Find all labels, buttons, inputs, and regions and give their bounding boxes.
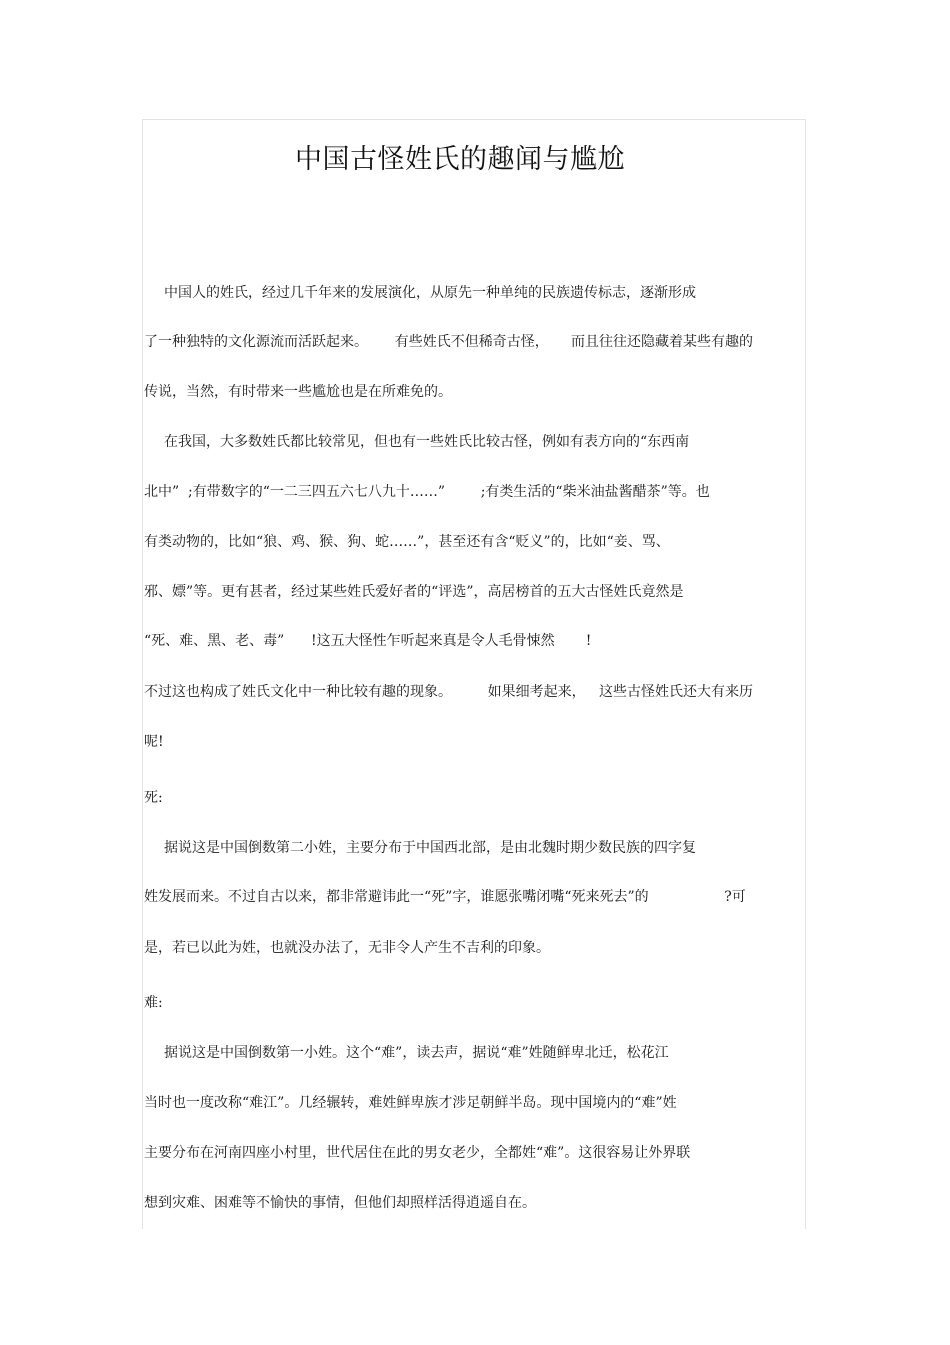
section-heading: 死: [144,790,163,806]
paragraph-line: “死、难、黑、老、毒” !这五大怪性乍听起来真是令人毛骨悚然 ! [144,633,592,649]
paragraph-line: 传说，当然，有时带来一些尴尬也是在所难免的。 [144,384,452,400]
paragraph-line: 姓发展而来。不过自古以来，都非常避讳此一“死”字，谁愿张嘴闭嘴“死来死去”的 ?可 [144,889,746,905]
paragraph-line: 主要分布在河南四座小村里，世代居住在此的男女老少，全都姓“难”。这很容易让外界联 [144,1145,691,1161]
paragraph-line: 北中” ;有带数字的“一二三四五六七八九十……” ;有类生活的“柴米油盐酱醋茶”等。也 [144,484,710,500]
paragraph-line: 据说这是中国倒数第一小姓。这个“难”，读去声，据说“难”姓随鲜卑北迁，松花江 [164,1045,669,1061]
paragraph-line: 不过这也构成了姓氏文化中一种比较有趣的现象。 如果细考起来， 这些古怪姓氏还大有来历 [144,684,753,700]
document-title: 中国古怪姓氏的趣闻与尴尬 [295,144,625,175]
paragraph-line: 中国人的姓氏，经过几千年来的发展演化，从原先一种单纯的民族遗传标志，逐渐形成 [164,285,696,301]
paragraph-line: 有类动物的，比如“狼、鸡、猴、狗、蛇……”，甚至还有含“贬义”的，比如“妾、骂、 [144,534,670,550]
paragraph-line: 在我国，大多数姓氏都比较常见，但也有一些姓氏比较古怪，例如有表方向的“东西南 [164,434,690,450]
paragraph-line: 了一种独特的文化源流而活跃起来。 有些姓氏不但稀奇古怪， 而且往往还隐藏着某些有趣的 [144,334,753,350]
paragraph-line: 邪、嫖”等。更有甚者，经过某些姓氏爱好者的“评选”，高居榜首的五大古怪姓氏竟然是 [144,584,684,600]
paragraph-line: 想到灾难、困难等不愉快的事情，但他们却照样活得逍遥自在。 [144,1195,536,1211]
section-heading: 难: [144,995,163,1011]
paragraph-line: 是，若已以此为姓，也就没办法了，无非令人产生不吉利的印象。 [144,940,550,956]
paragraph-line: 据说这是中国倒数第二小姓，主要分布于中国西北部，是由北魏时期少数民族的四字复 [164,840,696,856]
paragraph-line: 当时也一度改称“难江”。几经辗转，难姓鲜卑族才涉足朝鲜半岛。现中国境内的“难”姓 [144,1095,677,1111]
paragraph-line: 呢! [144,734,164,750]
